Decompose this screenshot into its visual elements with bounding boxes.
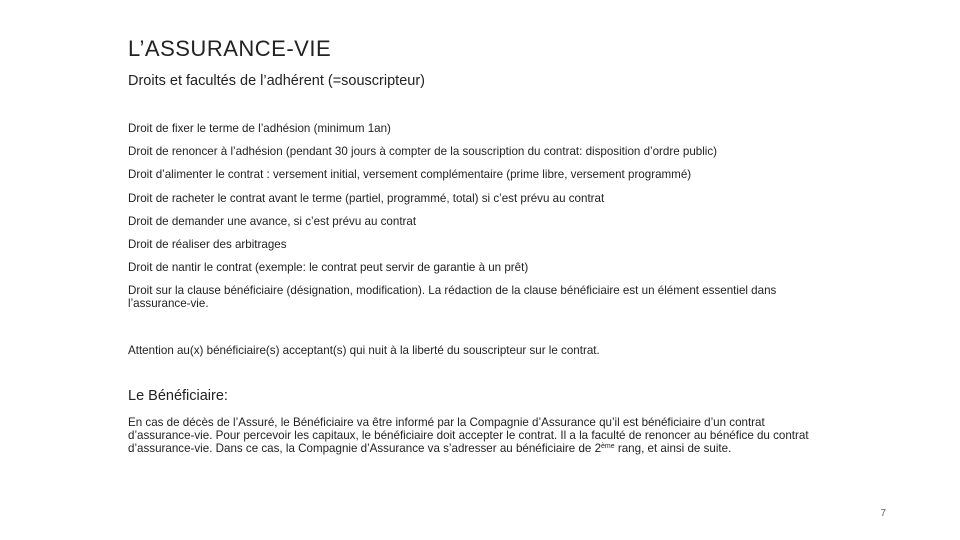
- beneficiary-body-text-end: rang, et ainsi de suite.: [614, 442, 732, 455]
- beneficiary-body-superscript: ème: [601, 443, 615, 450]
- attention-note: Attention au(x) bénéficiaire(s) acceptant(s) qui nuit à la liberté du souscripteur sur le contrat.: [128, 344, 600, 357]
- rights-item: Droit de fixer le terme de l’adhésion (minimum 1an): [128, 122, 391, 135]
- beneficiary-body-text: En cas de décès de l’Assuré, le Bénéficiaire va être informé par la Compagnie d’Assurance qu’il est bénéficiaire d’un contrat d’assurance-vie. Pour percevoir les capitaux, le bénéficiaire doit accepter le contrat. Il a la faculté de renoncer au bénéfice du contrat d’assurance-vie. Dans ce cas, la Compagnie d’Assurance va s’adresser au bénéficiaire de 2: [128, 416, 809, 455]
- rights-item: Droit de réaliser des arbitrages: [128, 237, 287, 251]
- rights-item: Droit de nantir le contrat (exemple: le contrat peut servir de garantie à un prêt): [128, 261, 529, 275]
- slide-title: L’ASSURANCE-VIE: [128, 36, 332, 61]
- rights-item: Droit sur la clause bénéficiaire (désignation, modification). La rédaction de la clause bénéficiaire est un élément essentiel dans l’assurance-vie.: [128, 284, 777, 311]
- page-number: 7: [880, 508, 886, 519]
- rights-item: Droit de renoncer à l’adhésion (pendant 30 jours à compter de la souscription du contrat: disposition d’ordre public): [128, 145, 718, 159]
- rights-item: Droit de racheter le contrat avant le terme (partiel, programmé, total) si c’est prévu au contrat: [128, 191, 605, 205]
- rights-list: [128, 122, 828, 321]
- beneficiary-heading: Le Bénéficiaire:: [128, 388, 228, 404]
- rights-item: Droit d’alimenter le contrat : versement initial, versement complémentaire (prime libre, versement programmé): [128, 168, 692, 182]
- rights-item: Droit de demander une avance, si c’est prévu au contrat: [128, 214, 417, 228]
- slide-subtitle: Droits et facultés de l’adhérent (=souscripteur): [128, 73, 425, 89]
- beneficiary-body: [128, 416, 833, 455]
